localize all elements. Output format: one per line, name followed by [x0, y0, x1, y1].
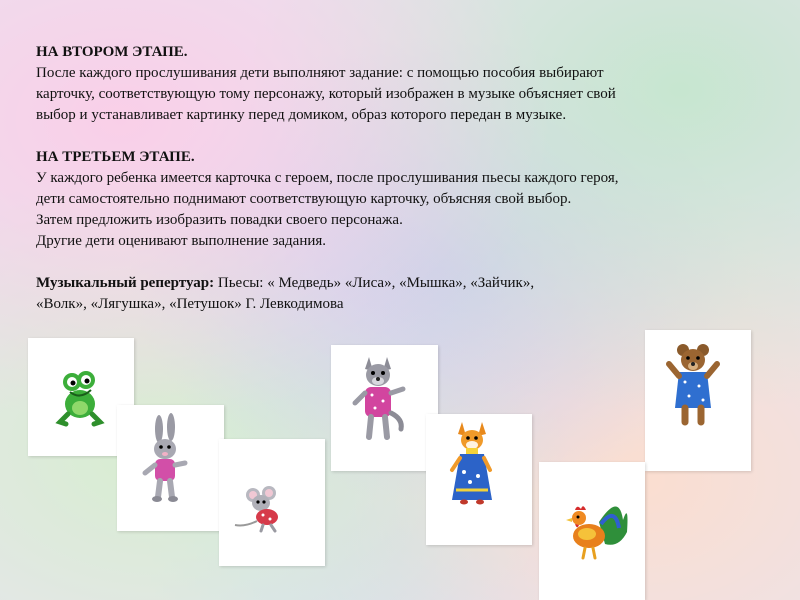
stage3-line: У каждого ребенка имеется карточка с героем, после прослушивания пьесы каждого героя, — [36, 170, 619, 186]
hare-icon — [117, 405, 224, 531]
card-bear[interactable] — [645, 330, 751, 471]
fox-icon — [426, 414, 532, 545]
stage2-heading: НА ВТОРОМ ЭТАПЕ. — [36, 44, 188, 60]
card-rooster[interactable] — [539, 462, 645, 600]
card-hare[interactable] — [117, 405, 224, 531]
stage3-line: Затем предложить изобразить повадки своего персонажа. — [36, 212, 403, 228]
stage3-line: дети самостоятельно поднимают соответствующую карточку, объясняя свой выбор. — [36, 191, 572, 207]
stage2-line: После каждого прослушивания дети выполняют задание: с помощью пособия выбирают — [36, 65, 604, 81]
mouse-icon — [219, 439, 325, 566]
bear-icon — [645, 330, 751, 471]
repertoire-line-2: «Волк», «Лягушка», «Петушок» Г. Левкодимова — [36, 296, 344, 312]
wolf-icon — [331, 345, 438, 471]
card-wolf[interactable] — [331, 345, 438, 471]
stage2-line: выбор и устанавливает картинку перед домиком, образ которого передан в музыке. — [36, 107, 567, 123]
stage3-heading: НА ТРЕТЬЕМ ЭТАПЕ. — [36, 149, 195, 165]
stage3-line: Другие дети оценивают выполнение задания. — [36, 233, 327, 249]
repertoire-label: Музыкальный репертуар: — [36, 275, 215, 291]
card-mouse[interactable] — [219, 439, 325, 566]
stage2-line: карточку, соответствующую тому персонажу, который изображен в музыке объясняет свой — [36, 86, 616, 102]
card-fox[interactable] — [426, 414, 532, 545]
lesson-text — [36, 42, 756, 315]
rooster-icon — [539, 462, 645, 600]
repertoire-line — [36, 273, 756, 294]
repertoire-pieces: Пьесы: « Медведь» «Лиса», «Мышка», «Зайчик», — [214, 275, 535, 291]
